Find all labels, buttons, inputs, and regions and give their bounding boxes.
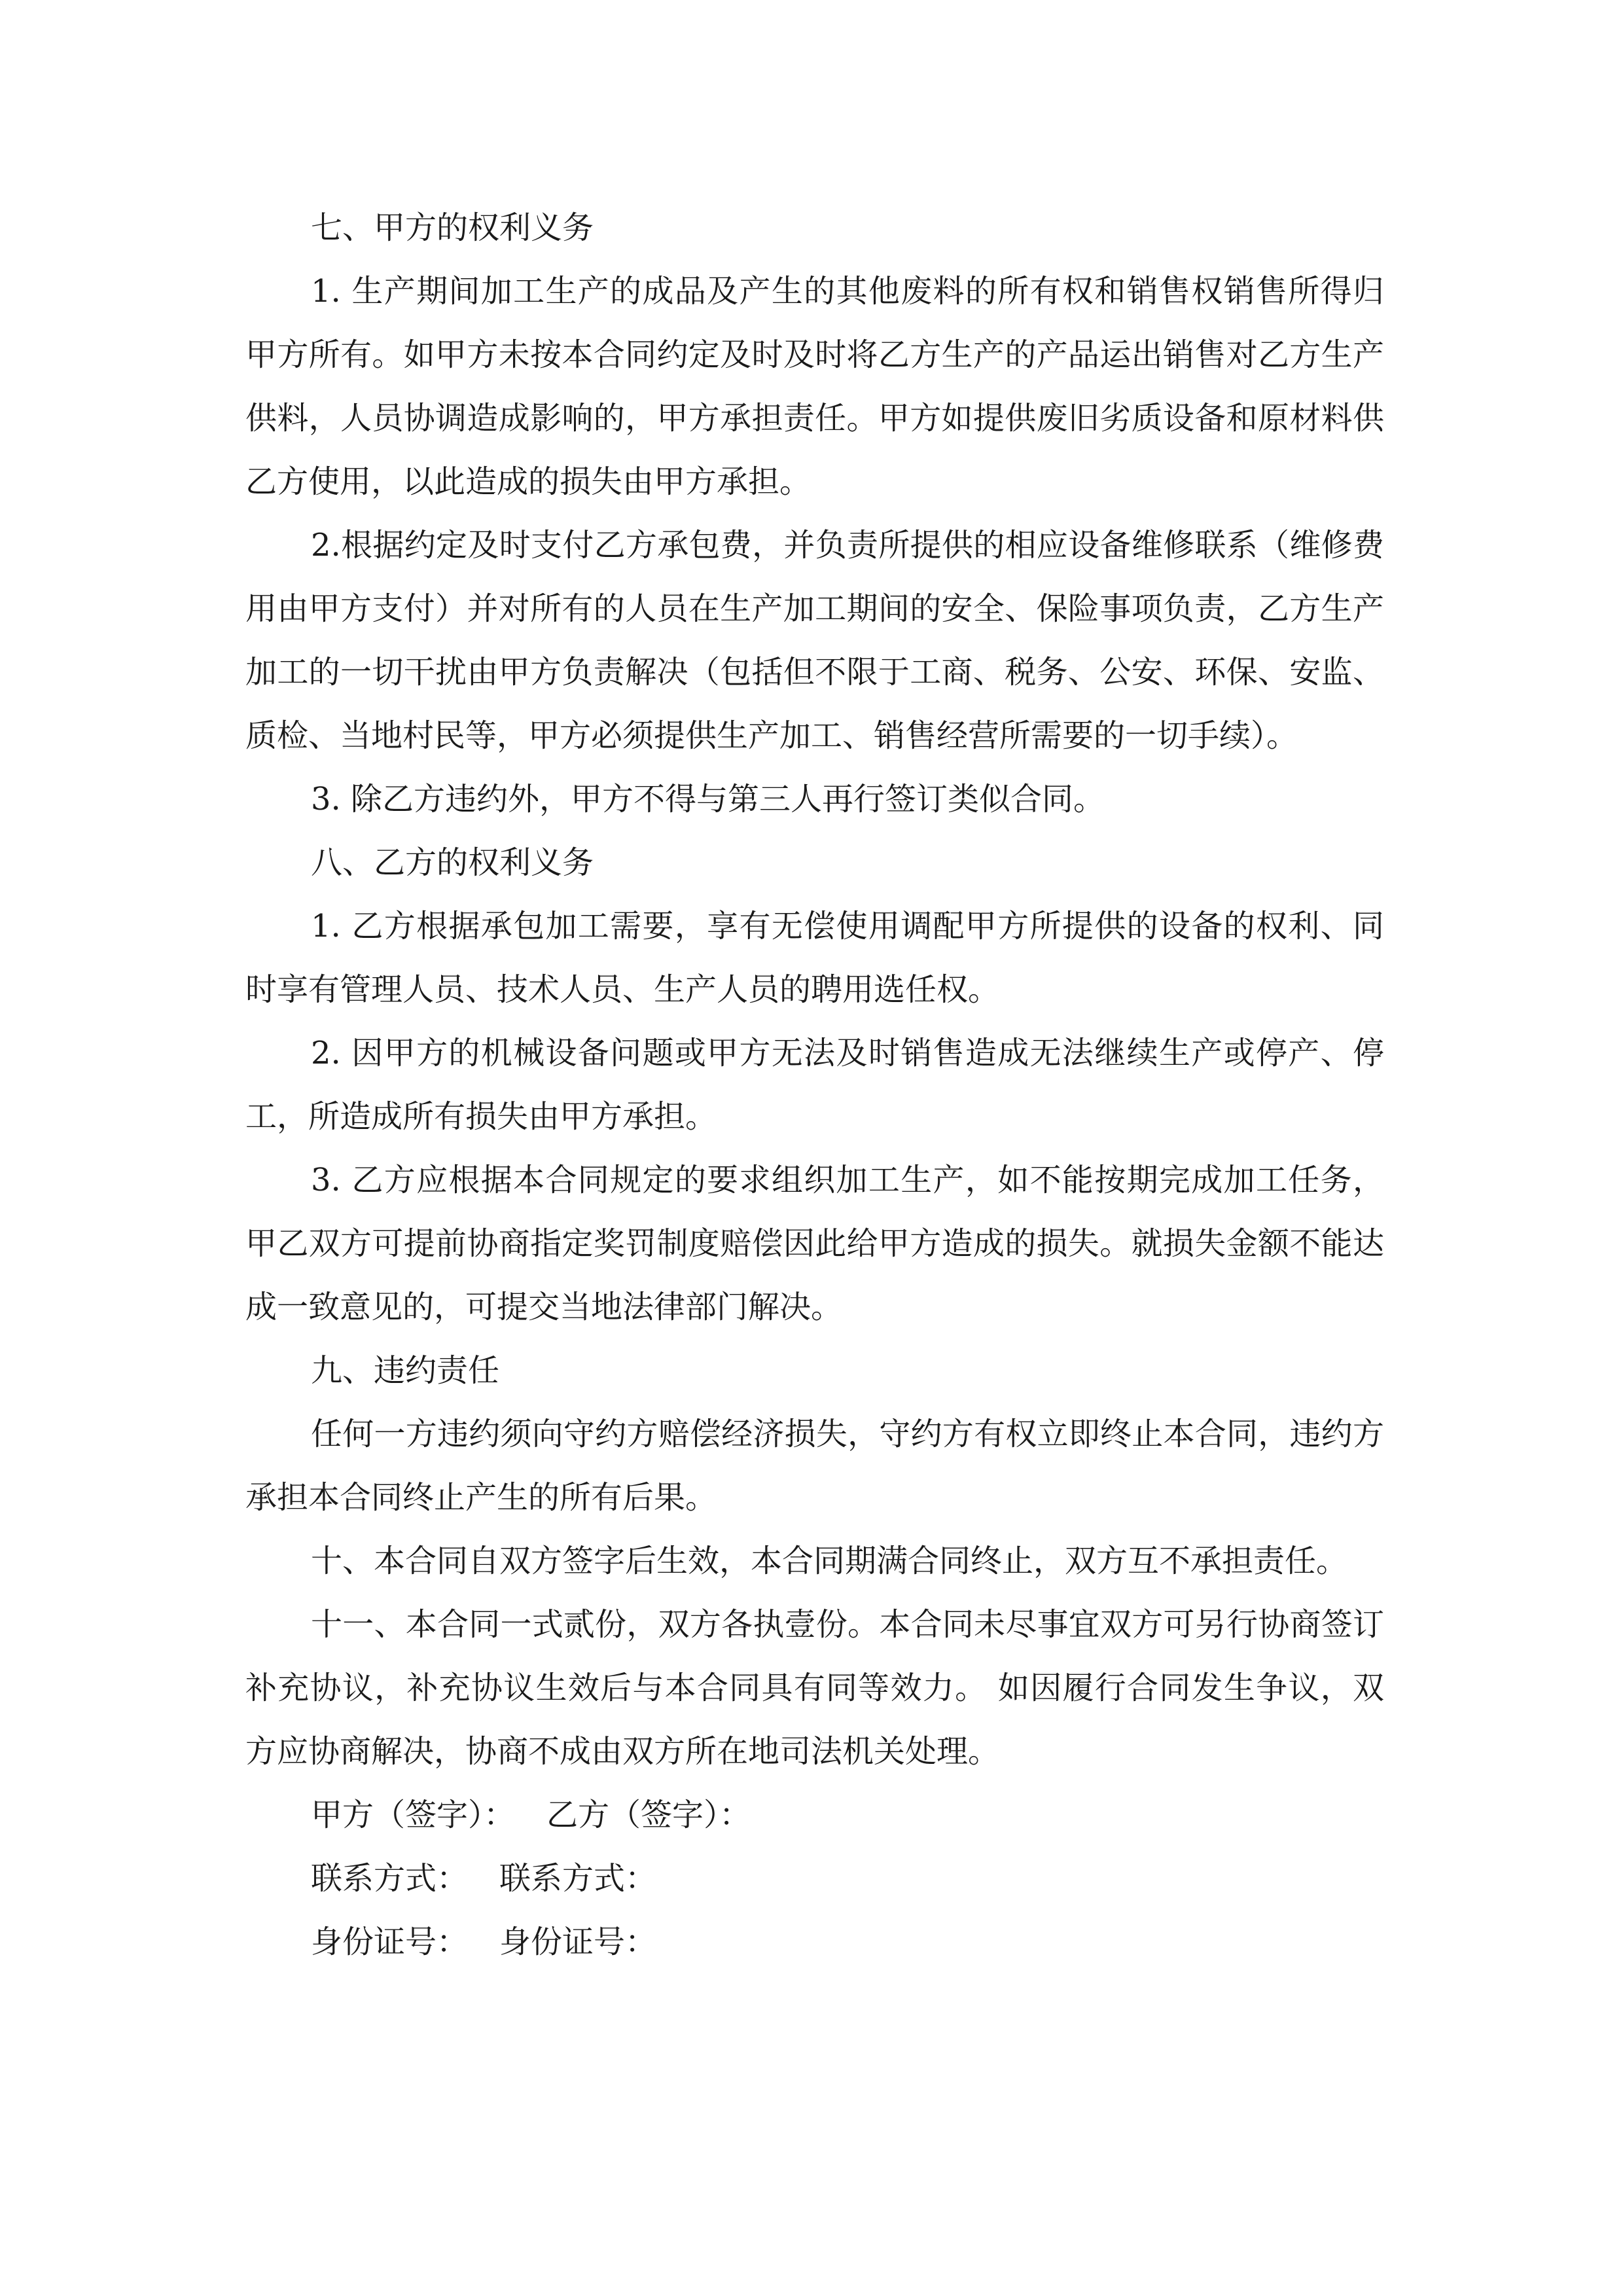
- section-7-item-2: 2.根据约定及时支付乙方承包费，并负责所提供的相应设备维修联系（维修费用由甲方支付）并对所有的人员在生产加工期间的安全、保险事项负责，乙方生产加工的一切干扰由甲方负责解决（包括但不限于工商、税务、公安、环保、安监、质检、当地村民等，甲方必须提供生产加工、销售经营所需要的一切手续）。: [245, 527, 1384, 754]
- party-a-signature-label: 甲方（签字）：: [311, 1797, 516, 1833]
- section-8-item-3: 3. 乙方应根据本合同规定的要求组织加工生产，如不能按期完成加工任务，甲乙双方可提前协商指定奖罚制度赔偿因此给甲方造成的损失。就损失金额不能达成一致意见的，可提交当地法律部门解决。: [245, 1162, 1384, 1325]
- section-8-item-1: 1. 乙方根据承包加工需要，享有无偿使用调配甲方所提供的设备的权利、同时享有管理人员、技术人员、生产人员的聘用选任权。: [245, 908, 1384, 1008]
- section-9-heading: 九、违约责任: [311, 1352, 500, 1389]
- section-7-item-1: 1. 生产期间加工生产的成品及产生的其他废料的所有权和销售权销售所得归甲方所有。如甲方未按本合同约定及时及时将乙方生产的产品运出销售对乙方生产供料，人员协调造成影响的，甲方承担责任。甲方如提供废旧劣质设备和原材料供乙方使用，以此造成的损失由甲方承担。: [245, 273, 1384, 500]
- contact-row: [245, 1847, 1384, 1910]
- signature-row: [245, 1784, 1384, 1847]
- document-body: [245, 196, 1384, 1974]
- party-a-contact-label: 联系方式：: [311, 1860, 469, 1897]
- id-number-row: [245, 1910, 1384, 1974]
- section-9-body: 任何一方违约须向守约方赔偿经济损失，守约方有权立即终止本合同，违约方承担本合同终止产生的所有后果。: [245, 1416, 1384, 1516]
- section-10-body: 十、本合同自双方签字后生效，本合同期满合同终止，双方互不承担责任。: [311, 1543, 1348, 1579]
- party-a-id-label: 身份证号：: [311, 1924, 469, 1960]
- party-b-signature-label: 乙方（签字）：: [546, 1797, 751, 1833]
- section-8-item-2: 2. 因甲方的机械设备问题或甲方无法及时销售造成无法继续生产或停产、停工，所造成所有损失由甲方承担。: [245, 1035, 1384, 1135]
- section-7-heading: 七、甲方的权利义务: [311, 209, 594, 246]
- party-b-contact-label: 联系方式：: [499, 1860, 657, 1897]
- section-8-heading: 八、乙方的权利义务: [311, 844, 594, 881]
- party-b-id-label: 身份证号：: [499, 1924, 657, 1960]
- section-7-item-3: 3. 除乙方违约外，甲方不得与第三人再行签订类似合同。: [311, 781, 1105, 817]
- section-11-body: 十一、本合同一式贰份，双方各执壹份。本合同未尽事宜双方可另行协商签订补充协议，补充协议生效后与本合同具有同等效力。 如因履行合同发生争议，双方应协商解决，协商不成由双方所在地司法机关处理。: [245, 1606, 1384, 1770]
